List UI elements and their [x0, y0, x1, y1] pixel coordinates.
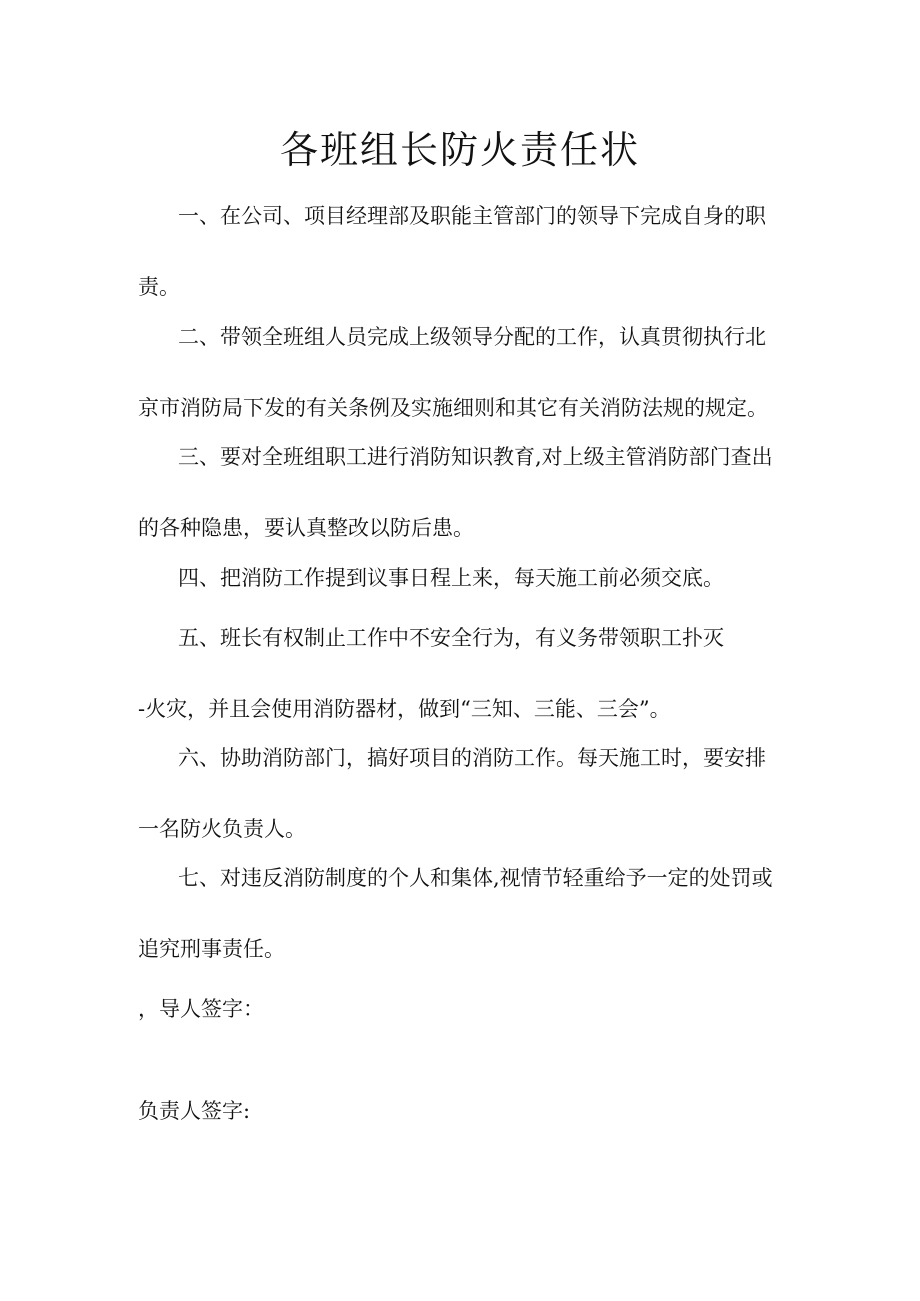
document-title: 各班组长防火责任状: [279, 128, 640, 172]
clause-6-line-2: 一名防火负责人。: [138, 817, 306, 841]
clause-3-line-2: 的各种隐患，要认真整改以防后患。: [138, 516, 474, 540]
clause-3-line-1: 三、要对全班组职工进行消防知识教育,对上级主管消防部门查出: [178, 445, 773, 469]
leader-signature-label: ，导人签字：: [138, 997, 264, 1021]
clause-6: [138, 743, 788, 844]
clause-4: [138, 563, 788, 593]
clause-1: [138, 201, 788, 302]
clause-4-line-1: 四、把消防工作提到议事日程上来，每天施工前必须交底。: [178, 566, 724, 590]
clause-3: [138, 442, 788, 543]
clause-2-line-2: 京市消防局下发的有关条例及实施细则和其它有关消防法规的规定。: [138, 396, 768, 420]
clause-5-line-1: 五、班长有权制止工作中不安全行为，有义务带领职工扑灭: [178, 626, 724, 650]
clause-2-line-1: 二、带领全班组人员完成上级领导分配的工作，认真贯彻执行北: [178, 325, 766, 349]
clause-5-line-2: -火灾，并且会使用消防器材，做到“三知、三能、三会”。: [138, 697, 671, 721]
clause-7: [138, 863, 788, 964]
clause-1-line-1: 一、在公司、项目经理部及职能主管部门的领导下完成自身的职: [178, 204, 766, 228]
clause-7-line-1: 七、对违反消防制度的个人和集体,视情节轻重给予一定的处罚或: [178, 866, 773, 890]
clause-7-line-2: 追究刑事责任。: [138, 937, 285, 961]
clause-2: [138, 322, 788, 423]
clause-1-line-2: 责。: [138, 275, 180, 299]
clause-5: [138, 623, 788, 724]
responsible-signature-label: 负责人签字:: [138, 1099, 251, 1123]
clause-6-line-1: 六、协助消防部门，搞好项目的消防工作。每天施工时，要安排: [178, 746, 766, 770]
